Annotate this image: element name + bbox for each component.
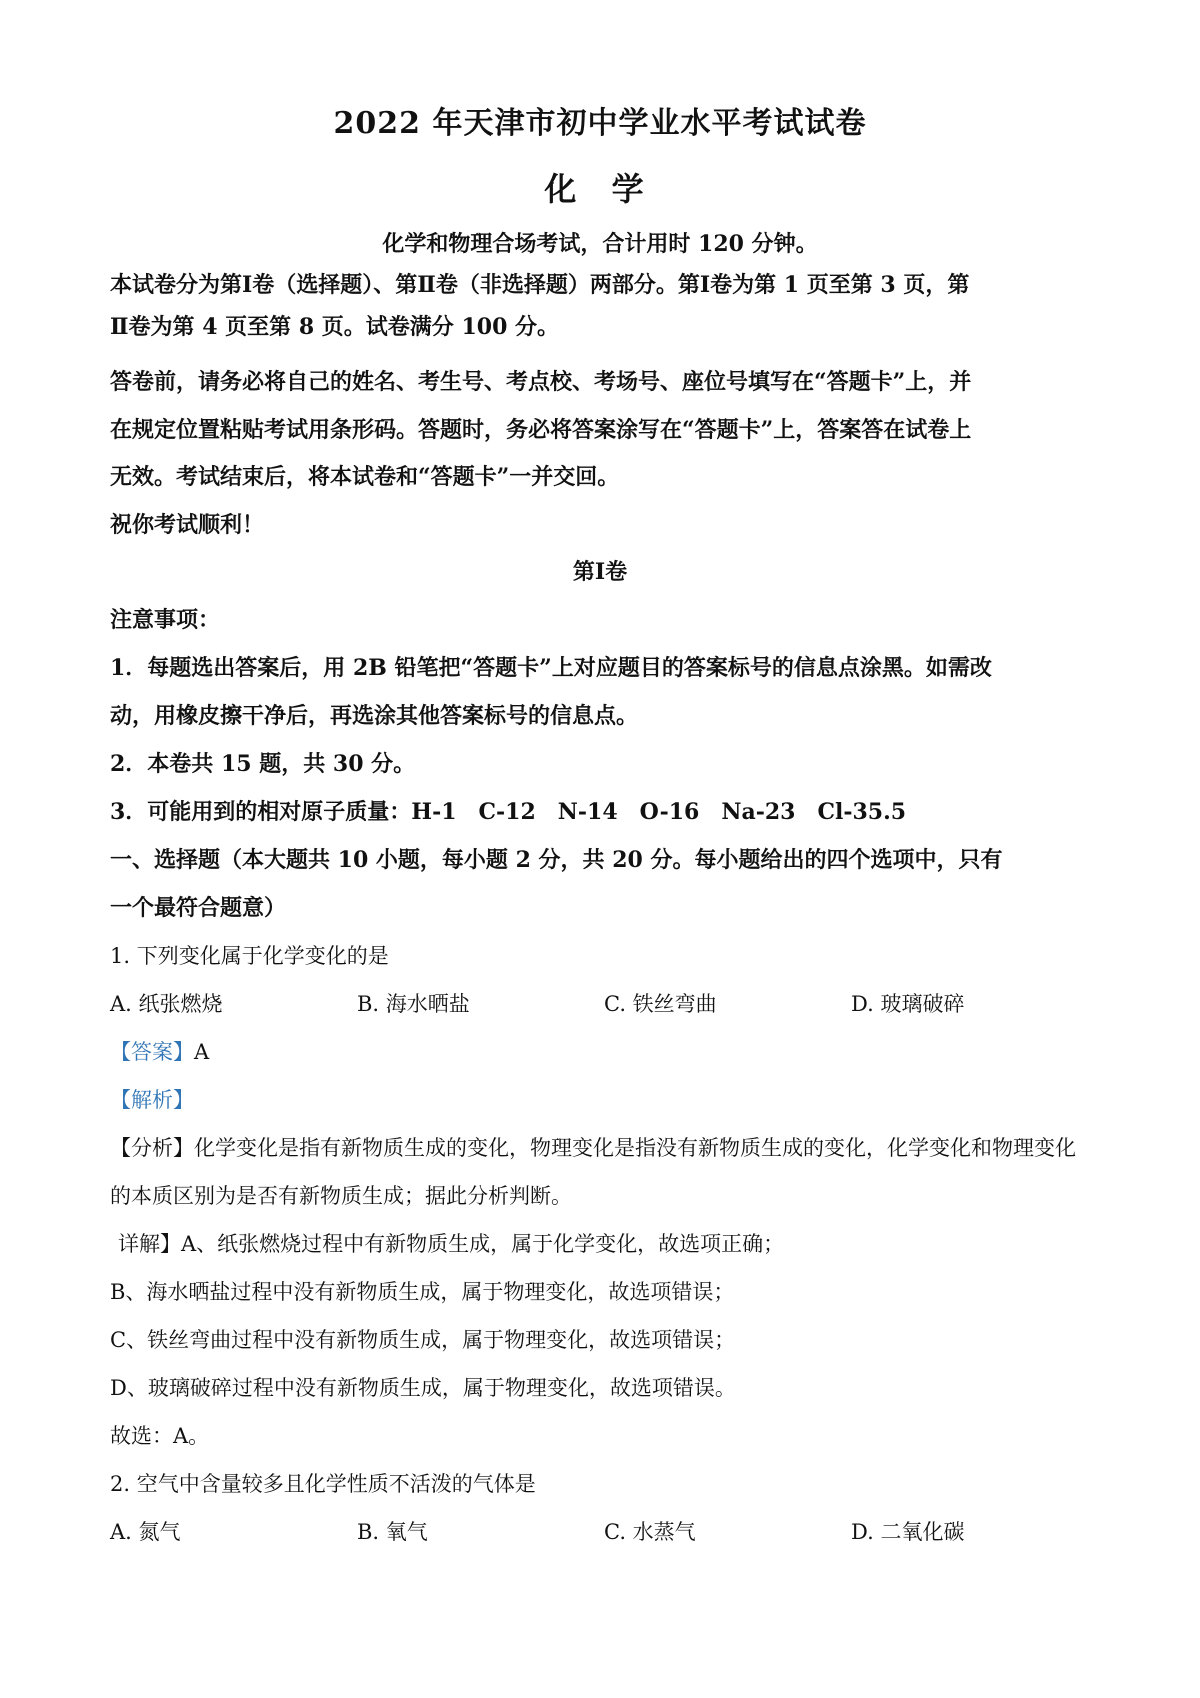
detail-text: C、铁丝弯曲过程中没有新物质生成，属于物理变化，故选项错误； xyxy=(110,1328,736,1352)
intro-line: 本试卷分为第Ⅰ卷（选择题）、第Ⅱ卷（非选择题）两部分。第Ⅰ卷为第 1 页至第 3 页，第 xyxy=(110,272,970,298)
question-stem: 1. 下列变化属于化学变化的是 xyxy=(110,944,389,968)
option-b: B. 海水晒盐 xyxy=(357,992,470,1016)
answer-line xyxy=(110,1037,1110,1067)
analysis-text: 【分析】化学变化是指有新物质生成的变化，物理变化是指没有新物质生成的变化，化学变化和物理变化 xyxy=(110,1136,1076,1160)
note-item: 2．本卷共 15 题，共 30 分。 xyxy=(110,751,416,777)
option-c: C. 铁丝弯曲 xyxy=(604,992,717,1016)
detail-text: B、海水晒盐过程中没有新物质生成，属于物理变化，故选项错误； xyxy=(110,1280,735,1304)
question-stem: 2. 空气中含量较多且化学性质不活泼的气体是 xyxy=(110,1472,536,1496)
note-item: 动，用橡皮擦干净后，再选涂其他答案标号的信息点。 xyxy=(110,703,639,729)
notes-title: 注意事项： xyxy=(110,607,221,633)
option-b: B. 氧气 xyxy=(357,1520,428,1544)
intro-line: 在规定位置粘贴考试用条形码。答题时，务必将答案涂写在“答题卡”上，答案答在试卷上 xyxy=(110,417,972,443)
note-item: 1．每题选出答案后，用 2B 铅笔把“答题卡”上对应题目的答案标号的信息点涂黑。如需改 xyxy=(110,655,992,681)
detail-text: D、玻璃破碎过程中没有新物质生成，属于物理变化，故选项错误。 xyxy=(110,1376,736,1400)
option-a: A. 氮气 xyxy=(110,1520,181,1544)
part-heading: 一、选择题（本大题共 10 小题，每小题 2 分，共 20 分。每小题给出的四个选项中，只有 xyxy=(110,847,1003,873)
detail-text: 详解】A、纸张燃烧过程中有新物质生成，属于化学变化，故选项正确； xyxy=(118,1232,785,1256)
exam-time-note: 化学和物理合场考试，合计用时 120 分钟。 xyxy=(382,231,818,257)
note-item: 3．可能用到的相对原子质量：H-1 C-12 N-14 O-16 Na-23 Cl-35.5 xyxy=(110,799,907,825)
answer-tag: 【答案】 xyxy=(110,1040,194,1064)
intro-line: 无效。考试结束后，将本试卷和“答题卡”一并交回。 xyxy=(110,464,620,490)
intro-line: 祝你考试顺利！ xyxy=(110,512,265,538)
intro-line: 答卷前，请务必将自己的姓名、考生号、考点校、考场号、座位号填写在“答题卡”上，并 xyxy=(110,369,972,395)
analysis-text: 的本质区别为是否有新物质生成；据此分析判断。 xyxy=(110,1184,572,1208)
intro-line: Ⅱ卷为第 4 页至第 8 页。试卷满分 100 分。 xyxy=(110,314,560,340)
analysis-tag: 【解析】 xyxy=(110,1088,194,1112)
choice-text: 故选：A。 xyxy=(110,1424,210,1448)
exam-title: 2022 年天津市初中学业水平考试试卷 xyxy=(333,106,867,141)
part-heading: 一个最符合题意） xyxy=(110,895,287,921)
answer-value: A xyxy=(194,1040,210,1064)
subject-heading: 化 学 xyxy=(544,170,656,208)
option-d: D. 二氧化碳 xyxy=(851,1520,965,1544)
section-heading: 第Ⅰ卷 xyxy=(572,559,628,585)
option-a: A. 纸张燃烧 xyxy=(110,992,223,1016)
option-d: D. 玻璃破碎 xyxy=(851,992,965,1016)
option-c: C. 水蒸气 xyxy=(604,1520,696,1544)
